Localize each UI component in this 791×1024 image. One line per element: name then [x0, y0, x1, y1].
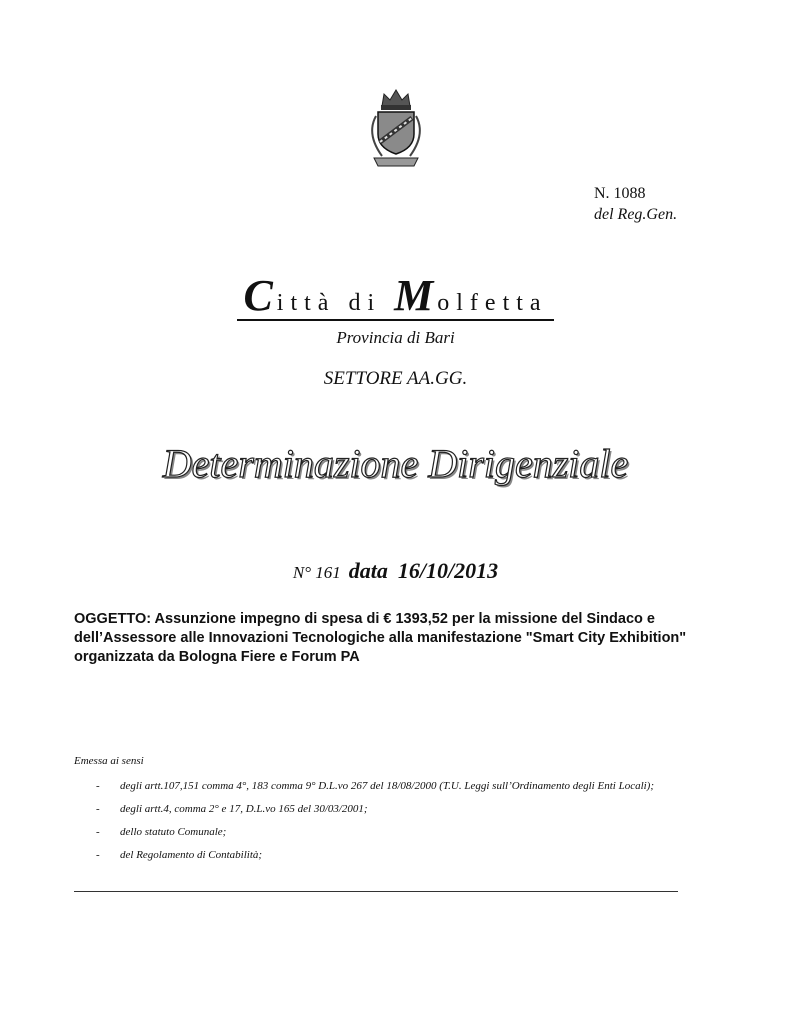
issued-intro: Emessa ai sensi [74, 755, 144, 767]
registry-label: del Reg.Gen. [594, 206, 678, 223]
date-label: data [348, 558, 388, 583]
list-item: - degli artt.107,151 comma 4°, 183 comma 9° D.L.vo 267 del 18/08/2000 (T.U. Leggi sull’Ordinamento degli Enti Locali); [96, 780, 655, 792]
determination-number: N° 161 [292, 563, 341, 582]
determination-date: 16/10/2013 [397, 558, 499, 583]
subject: OGGETTO: Assunzione impegno di spesa di € 1393,52 per la missione del Sindaco e dell’Assessore alle Innovazioni Tecnologiche alla manifestazione "Smart City Exhibition" organizzata da Bologna Fiere e Forum PA [74, 611, 687, 665]
list-item: - dello statuto Comunale; [96, 826, 227, 838]
registry-number [594, 183, 677, 225]
province: Provincia di Bari [336, 328, 455, 347]
issued-references [96, 778, 654, 870]
document-type-title: Determinazione Dirigenziale [162, 441, 629, 486]
list-item: - del Regolamento di Contabilità; [96, 849, 263, 861]
sector: SETTORE AA.GG. [323, 368, 468, 389]
list-item: - degli artt.4, comma 2° e 17, D.L.vo 165 del 30/03/2001; [96, 803, 368, 815]
city-title [0, 271, 791, 321]
coat-of-arms-icon [360, 86, 432, 172]
city-initial-m: M [394, 271, 438, 320]
divider [74, 891, 678, 892]
city-initial-c: C [243, 271, 277, 320]
determination-number-date [0, 558, 791, 584]
registry-number-value: N. 1088 [594, 185, 646, 202]
city-word-2: olfetta [437, 290, 548, 316]
city-word-1: ittà di [276, 290, 395, 316]
